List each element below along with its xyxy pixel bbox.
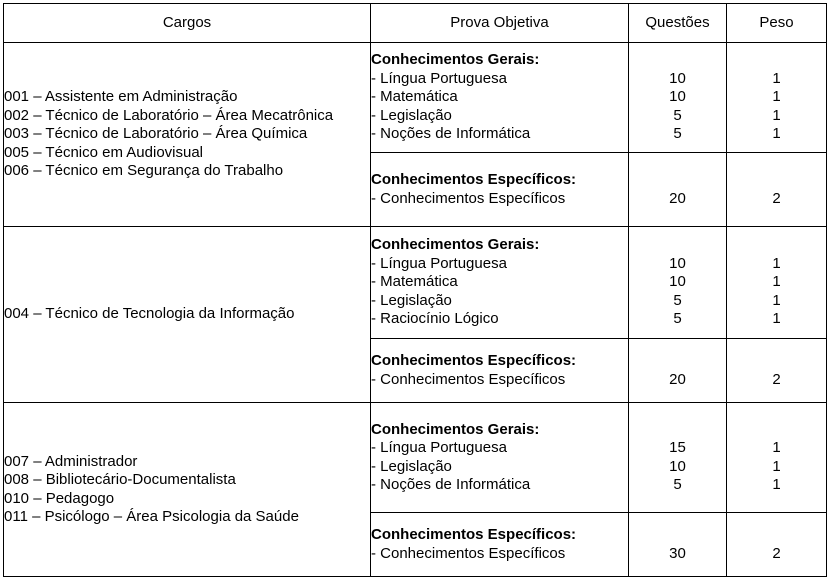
questoes-value: 10 [669,457,686,475]
cargo-item: 001 – Assistente em Administração [4,88,238,106]
subject-name: - Conhecimentos Específicos [371,544,566,562]
subject-name: - Língua Portuguesa [371,254,507,272]
spacer [629,171,726,190]
questoes-value: 5 [673,291,682,309]
cargo-item: 006 – Técnico em Segurança do Trabalho [4,162,284,180]
cargo-item: 003 – Técnico de Laboratório – Área Química [4,125,308,143]
peso-value: 1 [772,291,781,309]
subject-name: - Legislação [371,106,452,124]
group-2-gerais-row [4,403,827,513]
questoes-value: 15 [669,439,686,456]
cargo-item: 010 – Pedagogo [4,489,115,507]
peso-value: 2 [772,544,781,562]
questoes-value: 5 [673,310,682,328]
peso-value: 1 [772,106,781,124]
questoes-value: 5 [673,106,682,124]
peso-value: 1 [772,254,781,272]
section-title-especificos: Conhecimentos Específicos: [371,171,577,188]
peso-value: 1 [772,88,781,106]
questoes-value: 5 [673,476,682,493]
questoes-gerais-cell [629,227,727,339]
subject-name: - Legislação [371,457,452,475]
spacer [727,236,826,255]
cargo-item: 011 – Psicólogo – Área Psicologia da Saúde [4,508,299,525]
cargo-item: 002 – Técnico de Laboratório – Área Mecatrônica [4,106,334,124]
subject-name: - Legislação [371,291,452,309]
questoes-value: 5 [673,125,682,143]
questoes-especificos-cell [629,339,727,403]
peso-value: 1 [772,439,781,456]
cargo-item: 007 – Administrador [4,452,138,470]
questoes-value: 10 [669,69,686,87]
exam-table [3,3,827,577]
subject-name: - Conhecimentos Específicos [371,370,566,388]
questoes-especificos-cell [629,513,727,577]
subject-name: - Língua Portuguesa [371,439,507,456]
questoes-especificos-cell [629,153,727,227]
section-title-gerais: Conhecimentos Gerais: [371,236,540,254]
peso-gerais-cell [727,227,827,339]
section-title-gerais: Conhecimentos Gerais: [371,51,540,69]
peso-value: 2 [772,370,781,388]
peso-especificos-cell [727,339,827,403]
subject-name: - Matemática [371,88,458,106]
header-cargos: Cargos [4,4,371,43]
peso-value: 2 [772,189,781,207]
section-title-especificos: Conhecimentos Específicos: [371,352,577,369]
cargo-item: 005 – Técnico em Audiovisual [4,143,204,161]
section-title-especificos: Conhecimentos Específicos: [371,526,577,543]
subject-name: - Língua Portuguesa [371,69,507,87]
prova-gerais-cell [371,403,629,513]
prova-especificos-cell [371,153,629,227]
peso-gerais-cell [727,403,827,513]
questoes-value: 30 [669,544,686,562]
spacer [727,171,826,190]
peso-gerais-cell [727,43,827,153]
subject-name: - Noções de Informática [371,476,531,493]
spacer [629,421,726,440]
peso-especificos-cell [727,513,827,577]
prova-gerais-cell [371,43,629,153]
section-title-gerais: Conhecimentos Gerais: [371,420,540,438]
spacer [629,236,726,255]
spacer [629,526,726,545]
peso-value: 1 [772,69,781,87]
questoes-gerais-cell [629,43,727,153]
peso-value: 1 [772,310,781,328]
subject-name: - Noções de Informática [371,125,531,143]
questoes-value: 10 [669,88,686,106]
questoes-gerais-cell [629,403,727,513]
subject-name: - Raciocínio Lógico [371,310,499,328]
spacer [629,51,726,70]
prova-especificos-cell [371,339,629,403]
spacer [629,352,726,371]
subject-name: - Conhecimentos Específicos [371,189,566,207]
questoes-value: 10 [669,273,686,291]
spacer [727,421,826,440]
cargos-cell [4,403,371,577]
peso-especificos-cell [727,153,827,227]
cargo-item: 004 – Técnico de Tecnologia da Informação [4,305,295,323]
subject-name: - Matemática [371,273,458,291]
peso-value: 1 [772,273,781,291]
prova-especificos-cell [371,513,629,577]
header-peso: Peso [727,4,827,43]
header-row [4,4,827,43]
header-questoes: Questões [629,4,727,43]
questoes-value: 20 [669,370,686,388]
prova-gerais-cell [371,227,629,339]
spacer [727,526,826,545]
spacer [727,352,826,371]
peso-value: 1 [772,125,781,143]
header-prova-objetiva: Prova Objetiva [371,4,629,43]
cargos-cell [4,43,371,227]
group-0-gerais-row [4,43,827,153]
spacer [727,51,826,70]
cargo-item: 008 – Bibliotecário-Documentalista [4,471,236,488]
peso-value: 1 [772,476,781,493]
questoes-value: 20 [669,189,686,207]
peso-value: 1 [772,457,781,475]
cargos-cell [4,227,371,403]
questoes-value: 10 [669,254,686,272]
group-1-gerais-row [4,227,827,339]
